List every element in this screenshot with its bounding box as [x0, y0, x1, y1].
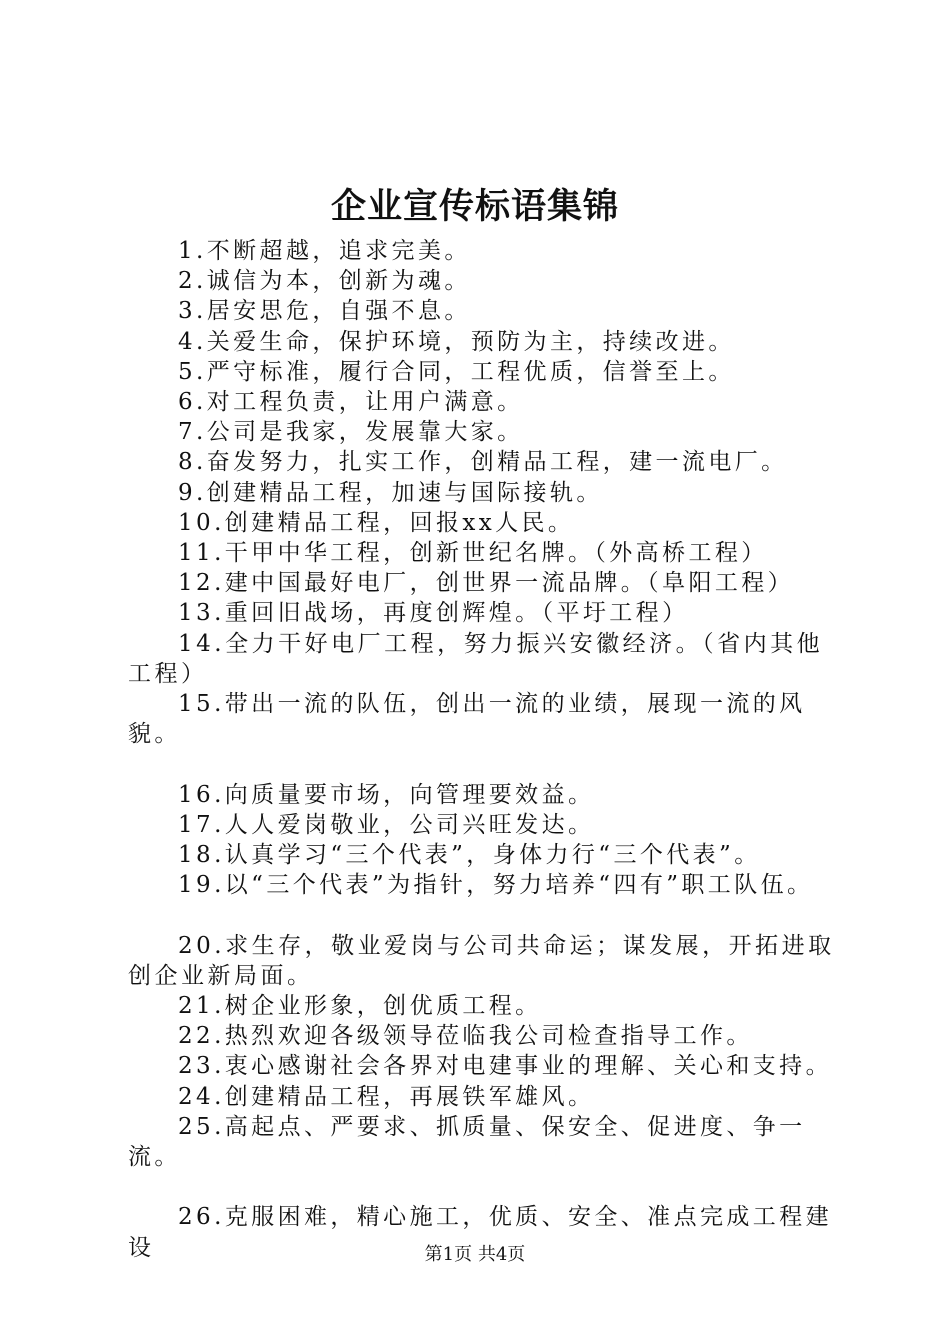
- slogan-25: 25.高起点、严要求、抓质量、保安全、促进度、争一流。: [128, 1113, 806, 1171]
- slogan-20: 20.求生存，敬业爱岗与公司共命运；谋发展，开拓进取创企业新局面。: [128, 932, 835, 989]
- page-footer: 第1页 共4页: [424, 1244, 526, 1265]
- slogan-9: 9.创建精品工程，加速与国际接轨。: [178, 479, 603, 506]
- slogan-8: 8.奋发努力，扎实工作，创精品工程，建一流电厂。: [178, 449, 788, 476]
- blank-line: [128, 1172, 838, 1202]
- document-body: [128, 236, 838, 1263]
- blank-line: [128, 900, 838, 930]
- slogan-18: 18.认真学习“三个代表”，身体力行“三个代表”。: [178, 842, 761, 869]
- slogan-4: 4.关爱生命，保护环境，预防为主，持续改进。: [178, 328, 735, 355]
- slogan-10: 10.创建精品工程，回报xx人民。: [178, 509, 575, 536]
- slogan-12: 12.建中国最好电厂，创世界一流品牌。（阜阳工程）: [178, 570, 795, 597]
- slogan-13: 13.重回旧战场，再度创辉煌。（平圩工程）: [178, 600, 689, 627]
- document-title: 企业宣传标语集锦: [330, 186, 619, 227]
- slogan-19: 19.以“三个代表”为指针，努力培养“四有”职工队伍。: [178, 872, 814, 899]
- slogan-24: 24.创建精品工程，再展铁军雄风。: [178, 1083, 595, 1110]
- slogan-1: 1.不断超越，追求完美。: [178, 238, 471, 264]
- slogan-14: 14.全力干好电厂工程，努力振兴安徽经济。（省内其他工程）: [128, 630, 824, 687]
- slogan-6: 6.对工程负责，让用户满意。: [178, 389, 524, 416]
- slogan-16: 16.向质量要市场，向管理要效益。: [178, 781, 595, 808]
- slogan-17: 17.人人爱岗敬业，公司兴旺发达。: [178, 811, 595, 838]
- slogan-21: 21.树企业形象，创优质工程。: [178, 993, 542, 1020]
- slogan-2: 2.诚信为本，创新为魂。: [178, 268, 471, 295]
- slogan-11: 11.干甲中华工程，创新世纪名牌。（外高桥工程）: [178, 540, 768, 567]
- slogan-26: 26.克服困难，精心施工，优质、安全、准点完成工程建设: [128, 1204, 832, 1261]
- slogan-5: 5.严守标准，履行合同，工程优质，信誉至上。: [178, 358, 735, 385]
- slogan-23: 23.衷心感谢社会各界对电建事业的理解、关心和支持。: [178, 1053, 832, 1080]
- slogan-22: 22.热烈欢迎各级领导莅临我公司检查指导工作。: [178, 1023, 753, 1050]
- slogan-7: 7.公司是我家，发展靠大家。: [178, 419, 524, 446]
- slogan-3: 3.居安思危，自强不息。: [178, 298, 471, 325]
- slogan-15: 15.带出一流的队伍，创出一流的业绩，展现一流的风貌。: [128, 691, 806, 748]
- blank-line: [128, 749, 838, 779]
